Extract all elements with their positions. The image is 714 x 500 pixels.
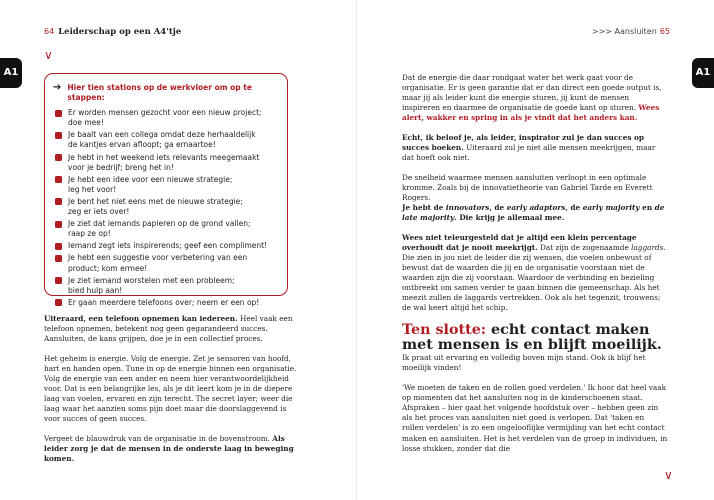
section-heading: Ten slotte: echt contact maken met mensen is en blijft moeilijk. (402, 321, 662, 354)
paragraph: Wees niet teleurgesteld dat je altijd een klein percentage overhoudt dat je nooit meekrijgt. Dat zijn de zogenaamde laggards. Die zien in jou niet de leider die zij wensen, die voelen onbewust of bewust dat de waarden die jij en de organisatie voorstaan niet de waarden zijn die zij voorstaan. Waardoor de verbinding en bezieling ontbreekt om samen verder te gaan binnen die gemeenschap. Als het meezit zullen de laggards vertrekken. Ook als het tegenzit, trouwens; de wal keert altijd het schip. (402, 232, 666, 313)
running-header-left (44, 27, 181, 37)
chapter-title: >>> Aansluiten (591, 27, 657, 36)
list-item: Je ziet dat iemands papieren op de grond vallen; raap ze op! (53, 219, 281, 239)
list-item: Je ziet iemand worstelen met een probleem; bied hulp aan! (53, 276, 281, 296)
running-header-right (592, 27, 670, 36)
right-body-text (402, 73, 668, 463)
paragraph: 'We moeten de taken en de rollen goed verdelen.' Ik hoor dat heel vaak op momenten dat het aansluiten nog in de kinderschoenen staat. Afspraken – hier gaat het volgende hoofdstuk over – hebben geen zin als het proces van aansluiten niet goed is verlopen. Dat 'taken en rollen verdelen' is zo een ongelooflijke vermijding van het echt contact maken en aansluiten. Het is het verdelen van de groep in individuen, in losse stukken, zonder dat die (402, 383, 668, 453)
chevron-down-icon: ∨ (44, 48, 53, 62)
bullet-square-icon (55, 198, 62, 205)
bullet-square-icon (55, 154, 62, 161)
arrow-right-icon: ➔ (53, 82, 62, 93)
section-tab-left: A1 (0, 58, 22, 88)
bullet-square-icon (55, 277, 62, 284)
book-gutter (356, 0, 357, 500)
section-tab-right: A1 (692, 58, 714, 88)
list-item: Iemand zegt iets inspirerends; geef een compliment! (53, 241, 281, 251)
list-item: Je baalt van een collega omdat deze herhaaldelijk de kantjes ervan afloopt; ga ernaartoe! (53, 130, 281, 150)
paragraph: Dat de energie die daar rondgaat water het werk gaat voor de organisatie. Er is geen garantie dat er dan direct een goede output is, maar jij als leider kunt die energie sturen, jij kunt de mensen inspireren en daarmee de organisatie de goede kant op sturen. Wees alert, wakker en spring in als je vindt dat het anders kan. (402, 73, 662, 123)
bullet-square-icon (55, 255, 62, 262)
page-number-right: 65 (659, 27, 670, 36)
list-item: Er worden mensen gezocht voor een nieuw project; doe mee! (53, 108, 281, 128)
list-item: Je hebt een suggestie voor verbetering van een product; kom ermee! (53, 253, 281, 273)
paragraph: Uiteraard, een telefoon opnemen kan iedereen. Heel vaak een telefoon opnemen, betekent nog geen gegarandeerd succes. Aansluiten, de kans grijpen, doe je in een collectief proces. (44, 314, 293, 344)
stations-list (53, 108, 281, 308)
page-number-left: 64 (44, 27, 55, 36)
paragraph: De snelheid waarmee mensen aansluiten verloopt in een optimale kromme. Zoals bij de innovatietheorie van Gabriel Tarde en Everett Rogers. Je hebt de innovators, de early adaptors, de early majority en de late majority. Die krijg je allemaal mee. (402, 172, 665, 223)
bullet-square-icon (55, 110, 62, 117)
left-body-text (44, 314, 302, 474)
paragraph: Vergeet de blauwdruk van de organisatie in de bovenstroom. Als leider zorg je dat de mensen in de onderste laag in beweging komen. (44, 433, 294, 464)
list-item: Je hebt een idee voor een nieuwe strategie; leg het voor! (53, 175, 281, 195)
list-item: Er gaan meerdere telefoons over; neem er een op! (53, 298, 281, 308)
bullet-square-icon (55, 221, 62, 228)
bullet-square-icon (55, 176, 62, 183)
bullet-square-icon (55, 132, 62, 139)
stations-box (44, 73, 288, 307)
bullet-square-icon (55, 243, 62, 250)
book-title: Leiderschap op een A4'tje (58, 27, 182, 37)
paragraph: Echt, ik beloof je, als leider, inspirator zul je dan succes op succes boeken. Uiteraard zul je niet alle mensen meekrijgen, maar dat hoeft ook niet. (402, 132, 656, 163)
list-item: Je bent het niet eens met de nieuwe strategie; zeg er iets over! (53, 197, 281, 217)
box-title: Hier tien stations op de werkvloer om op te stappen: (67, 83, 252, 103)
paragraph: Het geheim is energie. Volg de energie. Zet je sensoren van hoofd, hart en handen open. Tune in op de energie binnen een organisatie. Volg de energie van een ander en neem hier verantwoordelijkheid voor. Dat is een belangrijke les, als je dit leert kom je in de diepere laag van voelen, ervaren en zijn terecht. The secret layer; weer die laag waar het aanzien soms pijn doet maar die doorslaggevend is voor succes of geen succes. (44, 353, 297, 424)
bullet-square-icon (55, 299, 62, 306)
chevron-down-icon: ∨ (664, 468, 673, 482)
list-item: Je hebt in het weekend iets relevants meegemaakt voor je bedrijf; breng het in! (53, 153, 281, 173)
box-header (53, 83, 281, 103)
paragraph: Ik praat uit ervaring en volledig boven mijn stand. Ook ik blijf het moeilijk vinden! (402, 353, 646, 373)
